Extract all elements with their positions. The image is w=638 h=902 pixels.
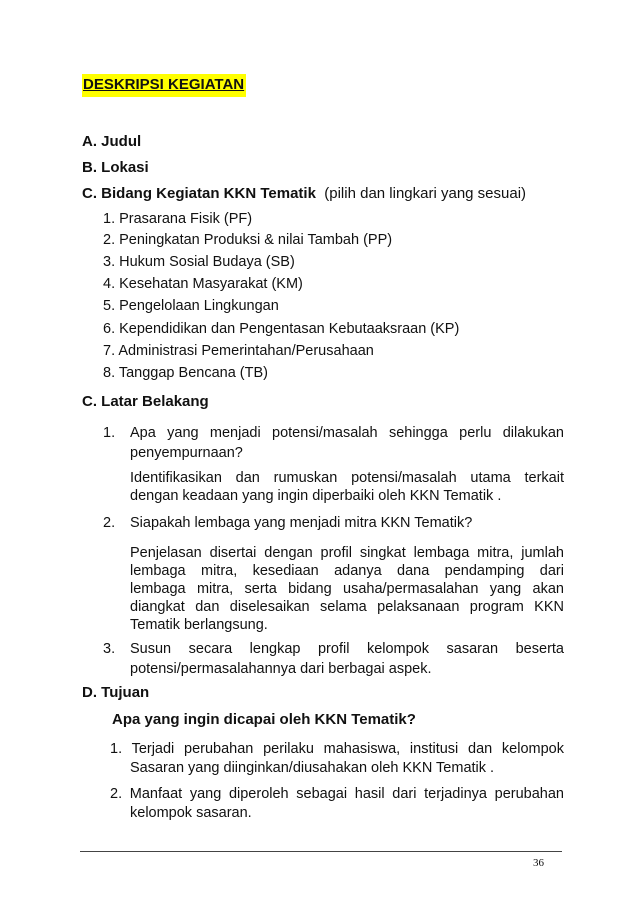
latar-a2-line3: lembaga mitra, serta bidang usaha/permasalahan yang akan	[130, 581, 564, 597]
latar-q1-line2: penyempurnaan?	[130, 445, 243, 461]
latar-a2-line1: Penjelasan disertai dengan profil singkat lembaga mitra, jumlah	[130, 545, 564, 561]
latar-num-1: 1.	[103, 425, 116, 441]
section-bidang-title: C. Bidang Kegiatan KKN Tematik	[82, 185, 316, 202]
bidang-item-6: 6. Kependidikan dan Pengentasan Kebutaaksraan (KP)	[103, 321, 460, 337]
section-latar-belakang: C. Latar Belakang	[82, 393, 209, 410]
bidang-item-3: 3. Hukum Sosial Budaya (SB)	[103, 254, 295, 270]
section-tujuan: D. Tujuan	[82, 684, 150, 701]
section-lokasi: B. Lokasi	[82, 159, 149, 176]
latar-q3-line2: potensi/permasalahannya dari berbagai aspek.	[130, 661, 432, 677]
section-bidang-note: (pilih dan lingkari yang sesuai)	[324, 185, 527, 202]
latar-a1-line2: dengan keadaan yang ingin diperbaiki oleh KKN Tematik .	[130, 488, 502, 504]
page-number: 36	[533, 857, 544, 869]
tujuan-item1-line1: 1. Terjadi perubahan perilaku mahasiswa, institusi dan kelompok	[110, 741, 564, 757]
latar-q1-line1: Apa yang menjadi potensi/masalah sehingga perlu dilakukan	[130, 425, 564, 441]
bidang-item-2: 2. Peningkatan Produksi & nilai Tambah (PP)	[103, 232, 393, 248]
latar-a1-line1: Identifikasikan dan rumuskan potensi/masalah utama terkait	[130, 470, 564, 486]
footer-divider	[80, 851, 562, 852]
bidang-item-4: 4. Kesehatan Masyarakat (KM)	[103, 276, 303, 292]
tujuan-item2-line2: kelompok sasaran.	[130, 805, 252, 821]
tujuan-item2-line1: 2. Manfaat yang diperoleh sebagai hasil dari terjadinya perubahan	[110, 786, 564, 802]
bidang-item-5: 5. Pengelolaan Lingkungan	[103, 298, 279, 314]
bidang-item-1: 1. Prasarana Fisik (PF)	[103, 211, 253, 227]
section-judul: A. Judul	[82, 133, 142, 150]
latar-a2-line2: lembaga mitra, kesediaan adanya dana pendamping dari	[130, 563, 564, 579]
section-bidang	[82, 185, 526, 203]
tujuan-question: Apa yang ingin dicapai oleh KKN Tematik?	[112, 711, 416, 728]
latar-a2-line4: diangkat dan diselesaikan selama pelaksanaan program KKN	[130, 599, 564, 615]
tujuan-item1-line2: Sasaran yang diinginkan/diusahakan oleh KKN Tematik .	[130, 760, 495, 776]
latar-num-2: 2.	[103, 515, 116, 531]
latar-num-3: 3.	[103, 641, 116, 657]
page-heading: DESKRIPSI KEGIATAN	[82, 74, 246, 97]
bidang-item-7: 7. Administrasi Pemerintahan/Perusahaan	[103, 343, 374, 359]
latar-q2: Siapakah lembaga yang menjadi mitra KKN Tematik?	[130, 515, 473, 531]
latar-a2-line5: Tematik berlangsung.	[130, 617, 268, 633]
bidang-item-8: 8. Tanggap Bencana (TB)	[103, 365, 268, 381]
latar-q3-line1: Susun secara lengkap profil kelompok sasaran beserta	[130, 641, 564, 657]
